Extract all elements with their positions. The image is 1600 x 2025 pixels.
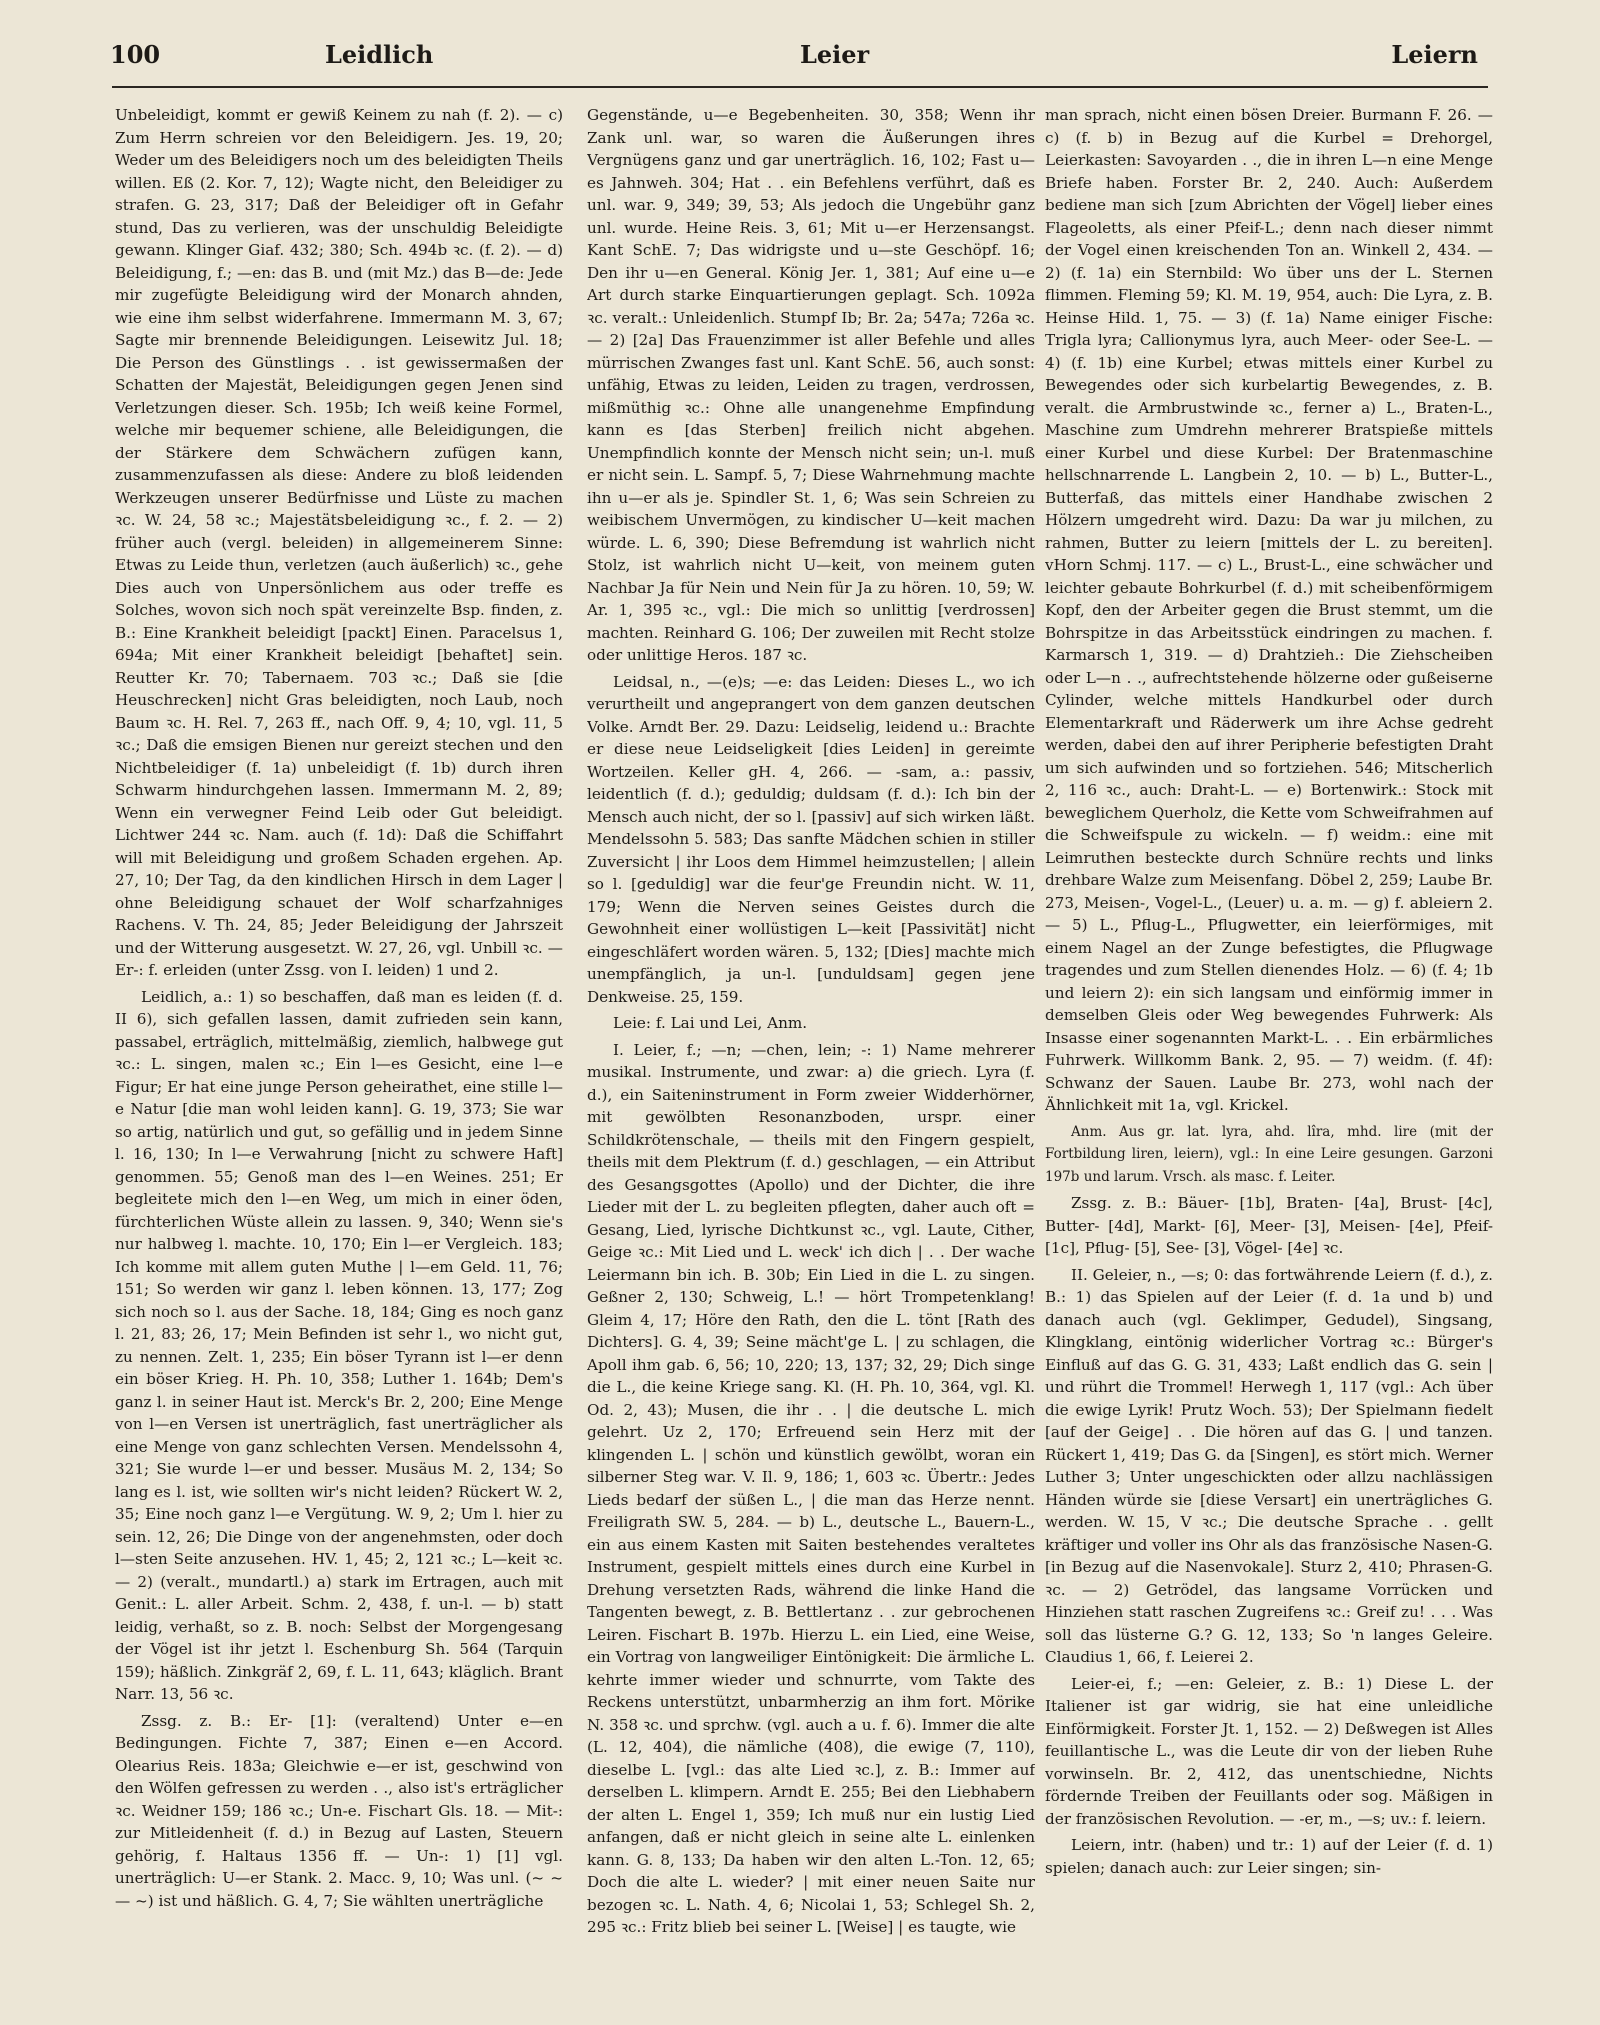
- column-middle: [587, 104, 1035, 1984]
- text-columns: [115, 104, 1493, 1984]
- header-rule: [112, 86, 1488, 88]
- entry-geleier: II. Geleier, n., —s; 0: das fortwährende Leiern (f. d.), z. B.: 1) das Spielen auf der Leier (f. d. 1a und b) und danach auch (vgl. Geklimper, Gedudel), Singsang, Klingklang, eintönig widerlicher Vortrag ꝛc.: Bürger's Einfluß auf das G. G. 31, 433; Laßt endlich das G. sein | und rührt die Trommel! Herwegh 1, 117 (vgl.: Ach über die ewige Lyrik! Prutz Woch. 53); Der Spielmann fiedelt [auf der Geige] . . Die hören auf das G. | und tanzen. Rückert 1, 419; Das G. da [Singen], es stört mich. Werner Luther 3; Unter ungeschickten oder allzu nachlässigen Händen würde sie [diese Versart] ein unerträgliches G. werden. W. 15, V ꝛc.; Die deutsche Sprache . . gellt kräftiger und voller ins Ohr als das französische Nasen-G. [in Bezug auf die Nasenvokale]. Sturz 2, 410; Phrasen-G. ꝛc. — 2) Getrödel, das langsame Vorrücken und Hinziehen statt raschen Zugreifens ꝛc.: Greif zu! . . . Was soll das lüsterne G.? G. 12, 133; So 'n langes Geleire. Claudius 1, 66, f. Leierei 2.: [1045, 1265, 1493, 1666]
- paragraph: man sprach, nicht einen bösen Dreier. Burmann F. 26. — c) (f. b) in Bezug auf die Kurbel = Drehorgel, Leierkasten: Savoyarden . ., die in ihren L—n eine Menge Briefe haben. Forster Br. 2, 240. Auch: Außerdem bediene man sich [zum Abrichten der Vögel] lieber eines Flageoletts, als einer Pfeif-L.; denn nach dieser nimmt der Vogel einen kreischenden Ton an. Winkell 2, 434. — 2) (f. 1a) ein Sternbild: Wo über uns der L. Sternen flimmen. Fleming 59; Kl. M. 19, 954, auch: Die Lyra, z. B. Heinse Hild. 1, 75. — 3) (f. 1a) Name einiger Fische: Trigla lyra; Callionymus lyra, auch Meer- oder See-L. — 4) (f. 1b) eine Kurbel; etwas mittels einer Kurbel zu Bewegendes oder sich kurbelartig Bewegendes, z. B. veralt. die Armbrustwinde ꝛc., ferner a) L., Braten-L., Maschine zum Umdrehn mehrerer Bratspieße mittels einer Kurbel und diese Kurbel: Der Bratenmaschine hellschnarrende L. Langbein 2, 10. — b) L., Butter-L., Butterfaß, das mittels einer Handhabe zwischen 2 Hölzern umgedreht wird. Dazu: Da war ju milchen, zu rahmen, Butter zu leiern [mittels der L. zu bereiten]. vHorn Schmj. 117. — c) L., Brust-L., eine schwächer und leichter gebaute Bohrkurbel (f. d.) mit scheibenförmigem Kopf, den der Arbeiter gegen die Brust stemmt, um die Bohrspitze in das Arbeitsstück eindringen zu machen. f. Karmarsch 1, 319. — d) Drahtzieh.: Die Ziehscheiben oder L—n . ., aufrechtstehende hölzerne oder gußeiserne Cylinder, welche mittels Handkurbel oder durch Elementarkraft und Räderwerk um ihre Achse gedreht werden, dabei den auf ihrer Peripherie befestigten Draht um sich aufwinden und so fortziehen. 546; Mitscherlich 2, 116 ꝛc., auch: Draht-L. — e) Bortenwirk.: Stock mit beweglichem Querholz, die Kette vom Schweifrahmen auf die Schweifspule zu wickeln. — f) weidm.: eine mit Leimruthen besteckte durch Schnüre rechts und links drehbare Walze zum Meisenfang. Döbel 2, 259; Laube Br. 273, Meisen-, Vogel-L., (Leuer) u. a. m. — g) f. ableiern 2. — 5) L., Pflug-L., Pflugwetter, ein leierförmiges, mit einem Nagel an der Zunge befestigtes, die Pflugwage tragendes und zum Stellen dienendes Holz. — 6) (f. 4; 1b und leiern 2): ein sich langsam und einförmig immer in demselben Gleis oder Weg bewegendes Fuhrwerk: Als Insasse einer sogenannten Markt-L. . . Ein erbärmliches Fuhrwerk. Willkomm Bank. 2, 95. — 7) weidm. (f. 4f): Schwanz der Sauen. Laube Br. 273, wohl nach der Ähnlichkeit mit 1a, vgl. Krickel.: [1045, 106, 1493, 1114]
- column-right: [1045, 104, 1493, 1984]
- entry-leidlich: Leidlich, a.: 1) so beschaffen, daß man es leiden (f. d. II 6), sich gefallen lassen, damit zufrieden sein kann, passabel, erträglich, mittelmäßig, ziemlich, halbwege gut ꝛc.: L. singen, malen ꝛc.; Ein l—es Gesicht, eine l—e Figur; Er hat eine junge Person geheirathet, eine stille l—e Natur [die man wohl leiden kann]. G. 19, 373; Sie war so artig, natürlich und gut, so gefällig und in jedem Sinne l. 16, 130; In l—e Verwahrung [nicht zu schwere Haft] genommen. 55; Genoß man des l—en Weines. 251; Er begleitete mich den l—en Weg, um mich in einer öden, fürchterlichen Wüste allein zu lassen. 9, 340; Wenn sie's nur halbweg l. machte. 10, 170; Ein l—er Vergleich. 183; Ich komme mit allem guten Muthe | l—em Geld. 11, 76; 151; So werden wir ganz l. leben können. 13, 177; Zog sich noch so l. aus der Sache. 18, 184; Ging es noch ganz l. 21, 83; 26, 17; Mein Befinden ist sehr l., wo nicht gut, zu nennen. Zelt. 1, 235; Ein böser Tyrann ist l—er denn ein böser Krieg. H. Ph. 10, 358; Luther 1. 164b; Dem's ganz l. in seiner Haut ist. Merck's Br. 2, 200; Eine Menge von l—en Versen ist unerträglich, fast unerträglicher als eine Menge von ganz schlechten Versen. Mendelssohn 4, 321; Sie wurde l—er und besser. Musäus M. 2, 134; So lang es l. ist, wie sollten wir's nicht leiden? Rückert W. 2, 35; Eine noch ganz l—e Vergütung. W. 9, 2; Um l. hier zu sein. 12, 26; Die Dinge von der angenehmsten, oder doch l—sten Seite anzusehen. HV. 1, 45; 2, 121 ꝛc.; L—keit ꝛc. — 2) (veralt., mundartl.) a) stark im Ertragen, auch mit Genit.: L. aller Arbeit. Schm. 2, 438, f. un-l. — b) statt leidig, verhaßt, so z. B. noch: Selbst der Morgengesang der Vögel ist ihr jetzt l. Eschenburg Sh. 564 (Tarquin 159); häßlich. Zinkgräf 2, 69, f. L. 11, 643; kläglich. Brant Narr. 13, 56 ꝛc.: [115, 987, 563, 1703]
- compounds-leidlich: Zssg. z. B.: Er- [1]: (veraltend) Unter e—en Bedingungen. Fichte 7, 387; Einen e—en Accord. Olearius Reis. 183a; Gleichwie e—er ist, geschwind von den Wölfen gefressen zu werden . ., also ist's erträglicher ꝛc. Weidner 159; 186 ꝛc.; Un-e. Fischart Gls. 18. — Mit-: zur Mitleidenheit (f. d.) in Bezug auf Lasten, Steuern gehörig, f. Haltaus 1356 ff. — Un-: 1) [1] vgl. unerträglich: U—er Stank. 2. Macc. 9, 10; Was unl. (~ ~ — ~) ist und häßlich. G. 4, 7; Sie wählten unerträgliche: [115, 1711, 563, 1910]
- compounds-leier: Zssg. z. B.: Bäuer- [1b], Braten- [4a], Brust- [4c], Butter- [4d], Markt- [6], Meer- [3], Meisen- [4e], Pfeif- [1c], Pflug- [5], See- [3], Vögel- [4e] ꝛc.: [1045, 1194, 1493, 1257]
- paragraph: Gegenstände, u—e Begebenheiten. 30, 358; Wenn ihr Zank unl. war, so waren die Äußerungen ihres Vergnügens ganz und gar unerträglich. 16, 102; Fast u—es Jahnweh. 304; Hat . . ein Befehlens verführt, daß es unl. war. 9, 349; 39, 53; Als jedoch die Ungebühr ganz unl. wurde. Heine Reis. 3, 61; Mit u—er Herzensangst. Kant SchE. 7; Das widrigste und u—ste Geschöpf. 16; Den ihr u—en General. König Jer. 1, 381; Auf eine u—e Art durch starke Einquartierungen geplagt. Sch. 1092a ꝛc. veralt.: Unleidenlich. Stumpf Ib; Br. 2a; 547a; 726a ꝛc. — 2) [2a] Das Frauenzimmer ist aller Befehle und alles mürrischen Zwanges fast unl. Kant SchE. 56, auch sonst: unfähig, Etwas zu leiden, Leiden zu tragen, verdrossen, mißmüthig ꝛc.: Ohne alle unangenehme Empfindung kann es [das Sterben] freilich nicht abgehen. Unempfindlich konnte der Mensch nicht sein; un-l. muß er nicht sein. L. Sampf. 5, 7; Diese Wahrnehmung machte ihn u—er als je. Spindler St. 1, 6; Was sein Schreien zu weibischem Unvermögen, zu kindischer U—keit machen würde. L. 6, 390; Diese Befremdung ist wahrlich nicht Stolz, ist wahrlich nicht U—keit, von meinem guten Nachbar Ja für Nein und Nein für Ja zu hören. 10, 59; W. Ar. 1, 395 ꝛc., vgl.: Die mich so unlittig [verdrossen] machten. Reinhard G. 106; Der zuweilen mit Recht stolze oder unlittige Heros. 187 ꝛc.: [587, 106, 1035, 664]
- entry-leier: I. Leier, f.; —n; —chen, lein; -: 1) Name mehrerer musikal. Instrumente, und zwar: a) die griech. Lyra (f. d.), ein Saiteninstrument in Form zweier Widderhörner, mit gewölbten Resonanzboden, urspr. einer Schildkrötenschale, — theils mit den Fingern gespielt, theils mit dem Plektrum (f. d.) geschlagen, — ein Attribut des Gesangsgottes (Apollo) und der Dichter, die ihre Lieder mit der L. zu begleiten pflegten, daher auch oft = Gesang, Lied, lyrische Dichtkunst ꝛc., vgl. Laute, Cither, Geige ꝛc.: Mit Lied und L. weck' ich dich | . . Der wache Leiermann bin ich. B. 30b; Ein Lied in die L. zu singen. Geßner 2, 130; Schweig, L.! — hört Trompetenklang! Gleim 4, 17; Höre den Rath, den die L. tönt [Rath des Dichters]. G. 4, 39; Seine mächt'ge L. | zu schlagen, die Apoll ihm gab. 6, 56; 10, 220; 13, 137; 32, 29; Dich singe die L., die keine Kriege sang. Kl. (H. Ph. 10, 364, vgl. Kl. Od. 2, 43); Musen, die ihr . . | die deutsche L. mich gelehrt. Uz 2, 170; Erfreuend sein Herz mit der klingenden L. | schön und künstlich gewölbt, woran ein silberner Steg war. V. Il. 9, 186; 1, 603 ꝛc. Übertr.: Jedes Lieds bedarf der süßen L., | die man das Herze nennt. Freiligrath SW. 5, 284. — b) L., deutsche L., Bauern-L., ein aus einem Kasten mit Saiten bestehendes veraltetes Instrument, gespielt mittels eines durch eine Kurbel in Drehung versetzten Rads, während die linke Hand die Tangenten bewegt, z. B. Bettlertanz . . zur gebrochenen Leiren. Fischart B. 197b. Hierzu L. ein Lied, eine Weise, ein Vortrag von langweiliger Eintönigkeit: Die ärmliche L. kehrte immer wieder und schnurrte, vom Takte des Reckens unterstützt, unbarmherzig an ihm fort. Mörike N. 358 ꝛc. und sprchw. (vgl. auch a u. f. 6). Immer die alte (L. 12, 404), die nämliche (408), die ewige (7, 110), dieselbe L. [vgl.: das alte Lied ꝛc.], z. B.: Immer auf derselben L. klimpern. Arndt E. 255; Bei den Liebhabern der alten L. Engel 1, 359; Ich muß nur ein lustig Lied anfangen, daß er nicht gleich in seine alte L. einlenken kann. G. 8, 133; Da haben wir den alten L.-Ton. 12, 65; Doch die alte L. wieder? | mit einer neuen Saite nur bezogen ꝛc. L. Nath. 4, 6; Nicolai 1, 53; Schlegel Sh. 2, 295 ꝛc.: Fritz blieb bei seiner L. [Weise] | es taugte, wie: [587, 1040, 1035, 1936]
- left-running-head: Leidlich: [325, 40, 434, 69]
- center-running-head: Leier: [800, 40, 870, 69]
- entry-leierei: Leier-ei, f.; —en: Geleier, z. B.: 1) Diese L. der Italiener ist gar widrig, sie hat eine unleidliche Einförmigkeit. Forster Jt. 1, 152. — 2) Deßwegen ist Alles feuillantische L., was die Leute dir von der lieben Ruhe vorwinseln. Br. 2, 412, das unentschiedne, Nichts fördernde Treiben der Feuillants oder sog. Mäßigen in der französischen Revolution. — -er, m., —s; uv.: f. leiern.: [1045, 1674, 1493, 1828]
- entry-leiern: Leiern, intr. (haben) und tr.: 1) auf der Leier (f. d. 1) spielen; danach auch: zur Leier singen; sin-: [1045, 1836, 1493, 1877]
- running-header: [110, 40, 1490, 80]
- column-left: [115, 104, 563, 1984]
- right-running-head: Leiern: [1391, 40, 1478, 69]
- page-number: 100: [110, 40, 161, 69]
- entry-leidsal: Leidsal, n., —(e)s; —e: das Leiden: Dieses L., wo ich verurtheilt und angeprangert von dem ganzen deutschen Volke. Arndt Ber. 29. Dazu: Leidselig, leidend u.: Brachte er diese neue Leidseligkeit [dies Leiden] in gereimte Wortzeilen. Keller gH. 4, 266. — -sam, a.: passiv, leidentlich (f. d.); geduldig; duldsam (f. d.): Ich bin der Mensch auch nicht, der so l. [passiv] auf sich wirken läßt. Mendelssohn 5. 583; Das sanfte Mädchen schien in stiller Zuversicht | ihr Loos dem Himmel heimzustellen; | allein so l. [geduldig] war die feur'ge Freundin nicht. W. 11, 179; Wenn die Nerven seines Geistes durch die Gewohnheit einer wollüstigen L—keit [Passivität] nicht eingeschläfert worden wären. 5, 132; [Dies] machte mich unempfänglich, ja un-l. [unduldsam] gegen jene Denkweise. 25, 159.: [587, 672, 1035, 1006]
- entry-leie: Leie: f. Lai und Lei, Anm.: [613, 1014, 808, 1032]
- annotation-note: Anm. Aus gr. lat. lyra, ahd. lîra, mhd. lire (mit der Fortbildung liren, leiern), vgl.: In eine Leire gesungen. Garzoni 197b und larum. Vrsch. als masc. f. Leiter.: [1045, 1123, 1493, 1185]
- paragraph: Unbeleidigt, kommt er gewiß Keinem zu nah (f. 2). — c) Zum Herrn schreien vor den Beleidigern. Jes. 19, 20; Weder um des Beleidigers noch um des beleidigten Theils willen. Eß (2. Kor. 7, 12); Wagte nicht, den Beleidiger zu strafen. G. 23, 317; Daß der Beleidiger oft in Gefahr stund, Das zu verlieren, was der unschuldig Beleidigte gewann. Klinger Giaf. 432; 380; Sch. 494b ꝛc. (f. 2). — d) Beleidigung, f.; —en: das B. und (mit Mz.) das B—de: Jede mir zugefügte Beleidigung wird der Monarch ahnden, wie eine ihm selbst widerfahrene. Immermann M. 3, 67; Sagte mir brennende Beleidigungen. Leisewitz Jul. 18; Die Person des Günstlings . . ist gewissermaßen der Schatten der Majestät, Beleidigungen gegen Jenen sind Verletzungen dieser. Sch. 195b; Ich weiß keine Formel, welche mir bequemer schiene, alle Beleidigungen, die der Stärkere dem Schwächern zufügen kann, zusammenzufassen als diese: Andere zu bloß leidenden Werkzeugen unserer Bedürfnisse und Lüste zu machen ꝛc. W. 24, 58 ꝛc.; Majestätsbeleidigung ꝛc., f. 2. — 2) früher auch (vergl. beleiden) in allgemeinerem Sinne: Etwas zu Leide thun, verletzen (auch äußerlich) ꝛc., gehe Dies auch von Unpersönlichem aus oder treffe es Solches, wovon sich noch spät vereinzelte Bsp. finden, z. B.: Eine Krankheit beleidigt [packt] Einen. Paracelsus 1, 694a; Mit einer Krankheit beleidigt [behaftet] sein. Reutter Kr. 70; Tabernaem. 703 ꝛc.; Daß sie [die Heuschrecken] nicht Gras beleidigten, noch Laub, noch Baum ꝛc. H. Rel. 7, 263 ff., nach Off. 9, 4; 10, vgl. 11, 5 ꝛc.; Daß die emsigen Bienen nur gereizt stechen und den Nichtbeleidiger (f. 1a) unbeleidigt (f. 1b) durch ihren Schwarm hindurchgehen lassen. Immermann M. 2, 89; Wenn ein verwegner Feind Leib oder Gut beleidigt. Lichtwer 244 ꝛc. Nam. auch (f. 1d): Daß die Schiffahrt will mit Beleidigung und großem Schaden ergehen. Ap. 27, 10; Der Tag, da den kindlichen Hirsch in dem Lager | ohne Beleidigung schauet der Wolf scharfzahniges Rachens. V. Th. 24, 85; Jeder Beleidigung der Jahrszeit und der Witterung ausgesetzt. W. 27, 26, vgl. Unbill ꝛc. — Er-: f. erleiden (unter Zssg. von I. leiden) 1 und 2.: [115, 106, 563, 979]
